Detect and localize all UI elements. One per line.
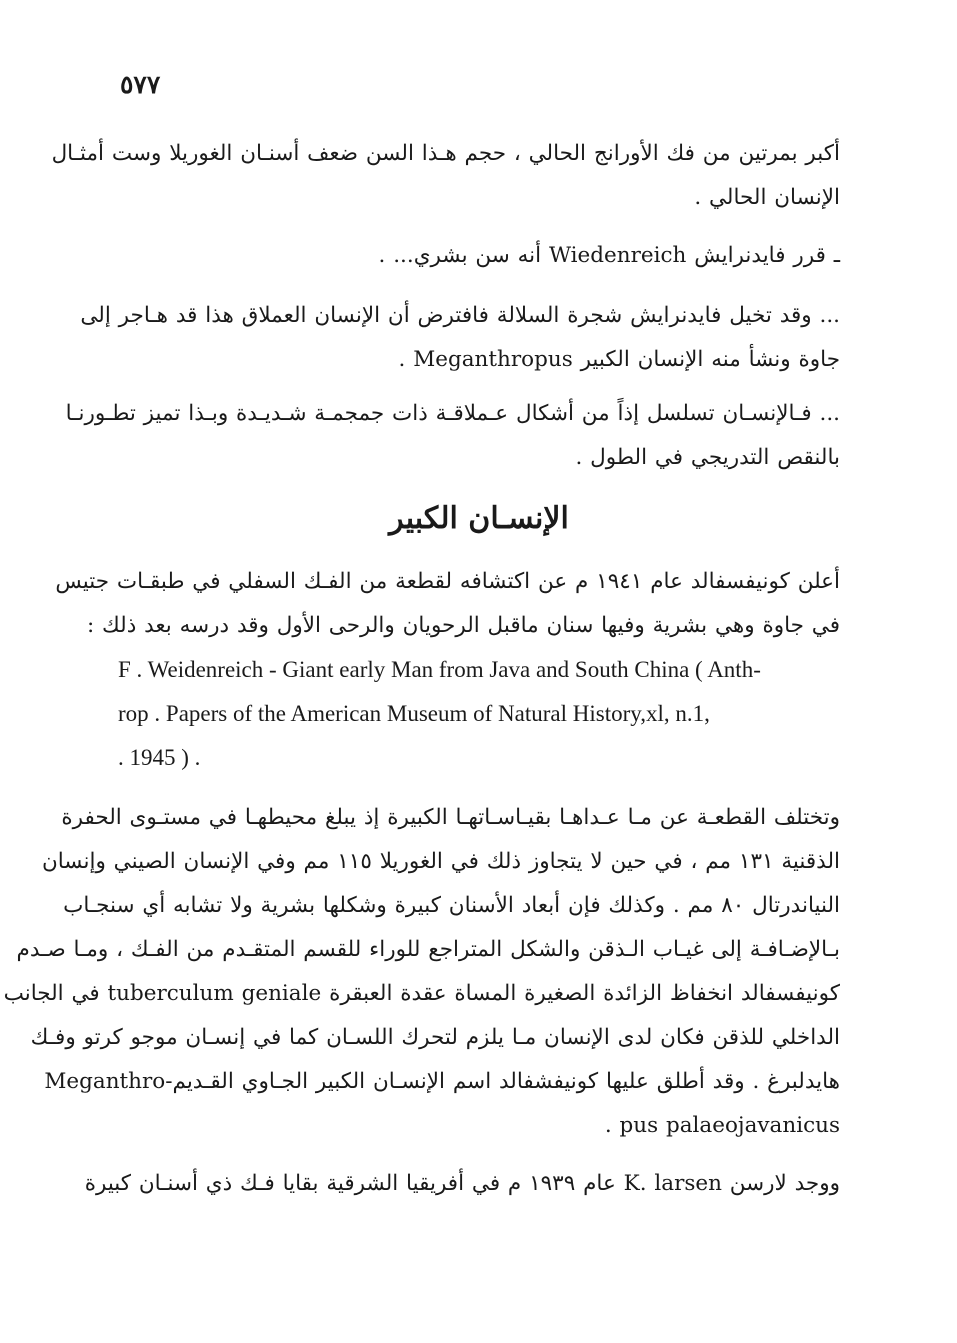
text-line: pus palaeojavanicus . (604, 1113, 840, 1138)
text-line: في جاوة وهي بشرية وفيها سنان ماقبل الرحويان والرحى الأول وقد درسه بعد ذلك : (86, 613, 840, 638)
paragraph (55, 560, 840, 648)
text-line: هايدلبرغ . وقد أطلق عليها كونيفشفالد اسم الإنسـان الكبير الجـاوي القـديم-Meganthro (44, 1069, 840, 1094)
text-line: كونيفسفالد انخفاظ الزائدة الصغيرة المساة عقدة العبقرة tuberculum geniale في الجانب (3, 981, 840, 1006)
text-line: ـ قرر فايدنرايش Wiedenreich أنه سن بشري... . (378, 243, 840, 268)
paragraph (65, 392, 840, 480)
paragraph (51, 132, 840, 220)
text-line: ... وقد تخيل فايدنرايش شجرة السلالة فافترض أن الإنسان العملاق هذا قد هـاجر إلى (80, 303, 840, 328)
paragraph (3, 796, 840, 1148)
citation-line: rop . Papers of the American Museum of Natural History,xl, n.1, (118, 701, 710, 726)
text-line: ... فـالإنسـان تسلسل إذاً من أشكال عـملاقـة ذات جمجمـة شـديـدة وبـذا تميز تطـورنـا (65, 401, 840, 426)
page-number: ٥٧٧ (120, 70, 161, 99)
paragraph (80, 294, 840, 382)
paragraph (118, 234, 840, 278)
text-line: بالنقص التدريجي في الطول . (575, 445, 840, 470)
text-line: أكبر بمرتين من فك الأورانج الحالي ، حجم هـذا السن ضعف أسنـان الغوريلا وست أمثـال (51, 141, 840, 166)
text-line: بـالإضـافـة إلى غيـاب الـذقن والشكل المتراجع للوراء للقسم المتقـدم من الفـك ، ومـا صـدم (16, 937, 840, 962)
citation-line: F . Weidenreich - Giant early Man from Java and South China ( Anth- (118, 657, 761, 682)
text-line: النياندرتال ٨٠ مم . وكذلك فإن أبعاد الأسنان كبيرة وشكلها بشرية ولا تشابه أي سنجـاب (63, 893, 840, 918)
text-line: وتختلف القطعـة عن مـا عـداهـا بقيـاسـاتهـا الكبيرة إذ يبلغ محيطهـا في مستـوى الحفرة (61, 805, 840, 830)
paragraph (84, 1162, 840, 1206)
citation (118, 648, 840, 780)
section-heading: الإنسـان الكبير (389, 501, 569, 536)
text-line: ووجد لارسن K. larsen عام ١٩٣٩ م في أفريقيا الشرقية بقايا فـك ذي أسنـان كبيرة (84, 1171, 840, 1196)
text-line: الإنسان الحالي . (694, 185, 840, 210)
text-line: الداخلي للذقن فكان لدى الإنسان مـا يلزم لتحرك اللسـان كما في إنسـان موجو كرتو وفـك (30, 1025, 840, 1050)
text-line: جاوة ونشأ منه الإنسان الكبير Meganthropus . (398, 347, 840, 372)
text-line: الذقنية ١٣١ مم ، في حين لا يتجاوز ذلك في الغوريلا ١١٥ مم وفي الإنسان الصيني وإنسان (41, 849, 840, 874)
citation-line: . 1945 ) . (118, 745, 201, 770)
text-line: أعلن كونيفسفالد عام ١٩٤١ م عن اكتشافه لقطعة من الفـك السفلي في طبقـات جتيس (55, 569, 840, 594)
